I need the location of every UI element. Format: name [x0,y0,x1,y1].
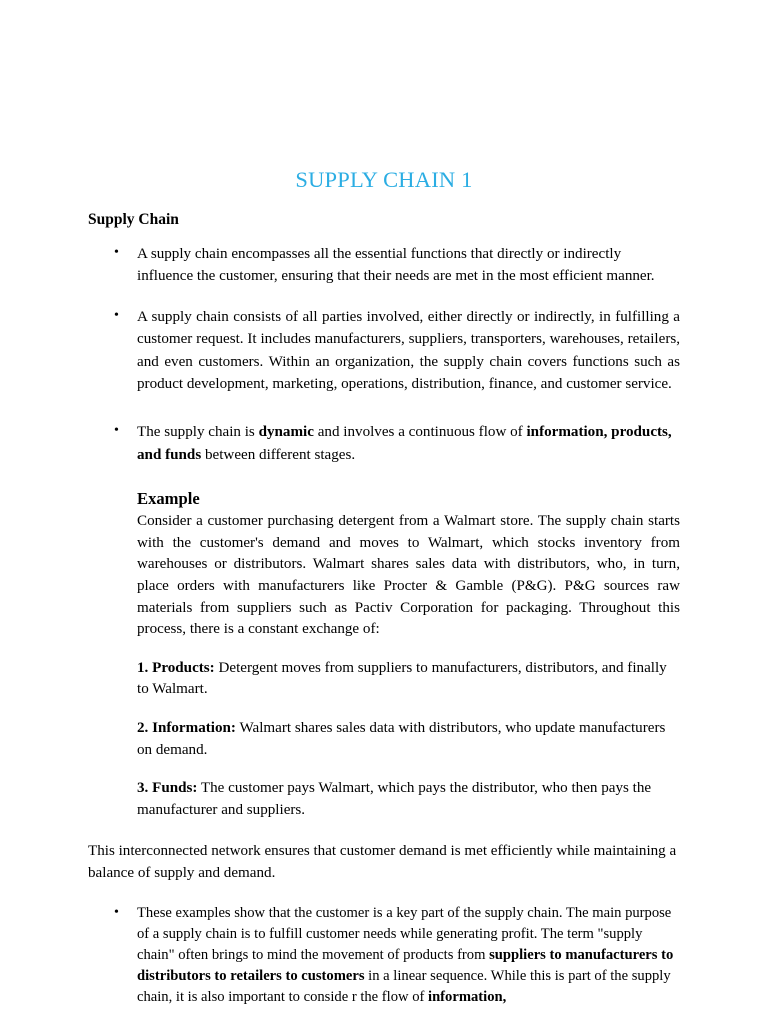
example-block [137,488,680,641]
item-lead: 1. Products: [137,659,215,676]
closing-paragraph: This interconnected network ensures that customer demand is met efficiently while maintaining a balance of supply and demand. [88,843,677,881]
list-item [88,903,680,1009]
item-body: The customer pays Walmart, which pays the distributor, who then pays the manufacturer and suppliers. [137,780,652,818]
numbered-item-products [137,658,680,701]
item-lead: 2. Information: [137,720,236,736]
item-body: Detergent moves from suppliers to manufacturers, distributors, and finally to Walmart. [137,659,667,698]
numbered-item-funds [137,778,680,821]
item-lead: 3. Funds: [137,780,198,797]
document-body [88,210,680,1009]
bullet-text: • These examples show that the customer is a key part of the supply chain. The main purpose of a supply chain is to fulfill customer needs while generating profit. The term "supply chain" often brings to mind the movement of products from suppliers to manufacturers to distributors to retailers to customers in a linear sequence. While this is part of the supply chain, it is also important to conside r the flow of information, [137,904,674,1006]
numbered-item-information [137,718,680,761]
page-title: SUPPLY CHAIN 1 [295,167,473,192]
list-item [88,421,680,466]
bullet-text: • The supply chain is dynamic and involves a continuous flow of information, products, and funds between different stages. [137,424,672,463]
list-item [88,243,680,288]
final-bullet-list [88,903,680,1009]
example-paragraph: Consider a customer purchasing detergent from a Walmart store. The supply chain starts with the customer's demand and moves to Walmart, which stocks inventory from warehouses or distributors. Walmart shares sales data with distributors, who, in turn, place orders with manufacturers like Procter & Gamble (P&G). P&G sources raw materials from suppliers such as Pactiv Corporation for packaging. Throughout this process, there is a constant exchange of: [137,513,680,638]
example-heading: Example [137,489,200,509]
item-body: Walmart shares sales data with distributors, who update manufacturers on demand. [137,720,666,758]
supply-chain-bullet-list [88,243,680,466]
bullet-text: • A supply chain encompasses all the essential functions that directly or indirectly influence the customer, ensuring that their needs are met in the most efficient manner. [137,246,655,285]
bullet-text: • A supply chain consists of all parties involved, either directly or indirectly, in fulfilling a customer request. It includes manufacturers, suppliers, transporters, warehouses, retailers, and even customers. Within an organization, the supply chain covers functions such as product development, marketing, operations, distribution, finance, and customer service. [137,308,680,393]
list-item [88,306,680,396]
section-heading-supply-chain: Supply Chain [88,211,179,228]
